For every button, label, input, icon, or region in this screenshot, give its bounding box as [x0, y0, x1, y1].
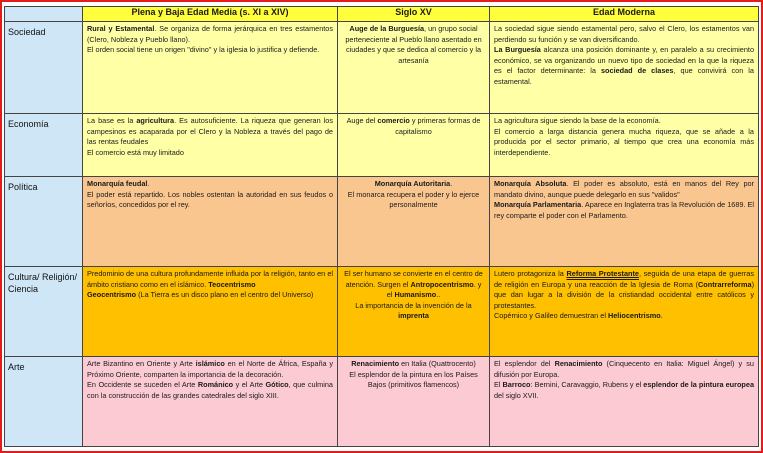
- cell-economia-moderna: [490, 114, 759, 177]
- cell-sociedad-moderna: [490, 22, 759, 114]
- paragraph: Auge de la Burguesía, un grupo social perteneciente al Pueblo llano asentado en ciudades y que se dedica al comercio y la artesanía: [345, 24, 482, 65]
- paragraph: El monarca recupera el poder y lo ejerce personalmente: [347, 189, 480, 210]
- header-siglo-xv: Siglo XV: [338, 7, 490, 22]
- paragraph: El poder está repartido. Los nobles ostentan la autoridad en sus feudos o señoríos, concedidos por el rey.: [87, 189, 333, 210]
- cell-cultura-medieval: [83, 267, 338, 357]
- paragraph: Predominio de una cultura profundamente influida por la religión, tanto en el ámbito cristiano como en el islámico. Teocentrismo: [87, 269, 333, 289]
- paragraph: La base es la agricultura. Es autosuficiente. La riqueza que generan los campesinos es acaparada por el Clero y la Nobleza a través del pago de las rentas feudales: [87, 116, 334, 147]
- comparison-table: [4, 6, 759, 447]
- paragraph: La sociedad sigue siendo estamental pero, salvo el Clero, los estamentos van perdiendo su función y se van diversificando.: [494, 24, 754, 44]
- paragraph: Monarquía Absoluta. El poder es absoluto, está en manos del Rey por mandato divino, aunque puede delegarlo en sus "validos": [494, 179, 754, 199]
- paragraph: El esplendor del Renacimiento (Cinquecento en Italia: Miguel Ángel) y su difusión por Europa.: [494, 359, 754, 379]
- cell-arte-xv: [338, 357, 490, 447]
- cell-politica-medieval: [83, 177, 338, 267]
- row-label-arte: Arte: [5, 357, 83, 447]
- paragraph: Copérnico y Galileo demuestran el Heliocentrismo.: [494, 311, 663, 321]
- paragraph: El esplendor de la pintura en los Países Bajos (primitivos flamencos): [349, 369, 478, 390]
- row-label-economia: Economía: [5, 114, 83, 177]
- table-row: [5, 114, 759, 177]
- cell-economia-medieval: [83, 114, 338, 177]
- paragraph: Arte Bizantino en Oriente y Arte islámico en el Norte de África, España y Próximo Oriente, comparten la importancia de la decoración.: [87, 359, 333, 379]
- header-medieval: Plena y Baja Edad Media (s. XI a XIV): [83, 7, 338, 22]
- paragraph: Auge del comercio y primeras formas de capitalismo: [346, 116, 481, 136]
- paragraph: El Barroco: Bernini, Caravaggio, Rubens y el esplendor de la pintura europea del siglo XVII.: [494, 380, 755, 400]
- cell-sociedad-medieval: [83, 22, 338, 114]
- paragraph: El comercio a larga distancia genera mucha riqueza, que se añade a la producida por el sector primario, al tiempo que crea una economía más interdependiente.: [494, 126, 754, 157]
- paragraph: En Occidente se suceden el Arte Románico y el Arte Gótico, que culmina con la construcción de las grandes catedrales del siglo XIII.: [87, 380, 333, 400]
- paragraph: El ser humano se convierte en el centro de atención. Surgen el Antropocentrismo. y el Humanismo..: [344, 269, 483, 300]
- cell-politica-moderna: [490, 177, 759, 267]
- paragraph: Monarquía Parlamentaria. Aparece en Inglaterra tras la Revolución de 1689. El rey comparte el poder con el Parlamento.: [494, 200, 754, 220]
- paragraph: La Burguesía alcanza una posición dominante y, en paralelo a su crecimiento económico, se va organizando un nuevo tipo de sociedad en la que la riqueza es el factor determinante: la sociedad de clases, que convivirá con la estamental.: [494, 45, 754, 86]
- paragraph: El comercio está muy limitado: [87, 147, 184, 157]
- cell-cultura-moderna: [490, 267, 759, 357]
- cell-economia-xv: [338, 114, 490, 177]
- header-edad-moderna: Edad Moderna: [490, 7, 759, 22]
- header-row: [5, 7, 759, 22]
- paragraph: La importancia de la invención de la imprenta: [355, 300, 472, 321]
- cell-arte-moderna: [490, 357, 759, 447]
- paragraph: Lutero protagoniza la Reforma Protestante, seguida de una etapa de guerras de religión en Europa y una reacción de la Iglesia de Roma (Contrarreforma) que dan lugar a la división de la cristiandad occidental entre católicos y protestantes.: [494, 269, 754, 310]
- table-row: [5, 177, 759, 267]
- paragraph: Rural y Estamental. Se organiza de forma jerárquica en tres estamentos (Clero, Nobleza y Pueblo llano).: [87, 24, 333, 44]
- row-label-politica: Política: [5, 177, 83, 267]
- table-row: [5, 357, 759, 447]
- table-row: [5, 267, 759, 357]
- cell-arte-medieval: [83, 357, 338, 447]
- paragraph: La agricultura sigue siendo la base de la economía.: [494, 116, 661, 125]
- paragraph: Monarquía feudal.: [87, 179, 150, 188]
- paragraph: Monarquía Autoritaria.: [374, 179, 453, 188]
- row-label-cultura: Cultura/ Religión/ Ciencia: [5, 267, 83, 357]
- paragraph: Renacimiento en Italia (Quattrocento): [351, 359, 476, 368]
- row-label-sociedad: Sociedad: [5, 22, 83, 114]
- paragraph: El orden social tiene un origen "divino" y la iglesia lo justifica y defiende.: [87, 45, 320, 55]
- paragraph: Geocentrismo (La Tierra es un disco plano en el centro del Universo): [87, 290, 314, 300]
- corner-cell: [5, 7, 83, 22]
- cell-sociedad-xv: [338, 22, 490, 114]
- cell-politica-xv: [338, 177, 490, 267]
- table-row: [5, 22, 759, 114]
- cell-cultura-xv: [338, 267, 490, 357]
